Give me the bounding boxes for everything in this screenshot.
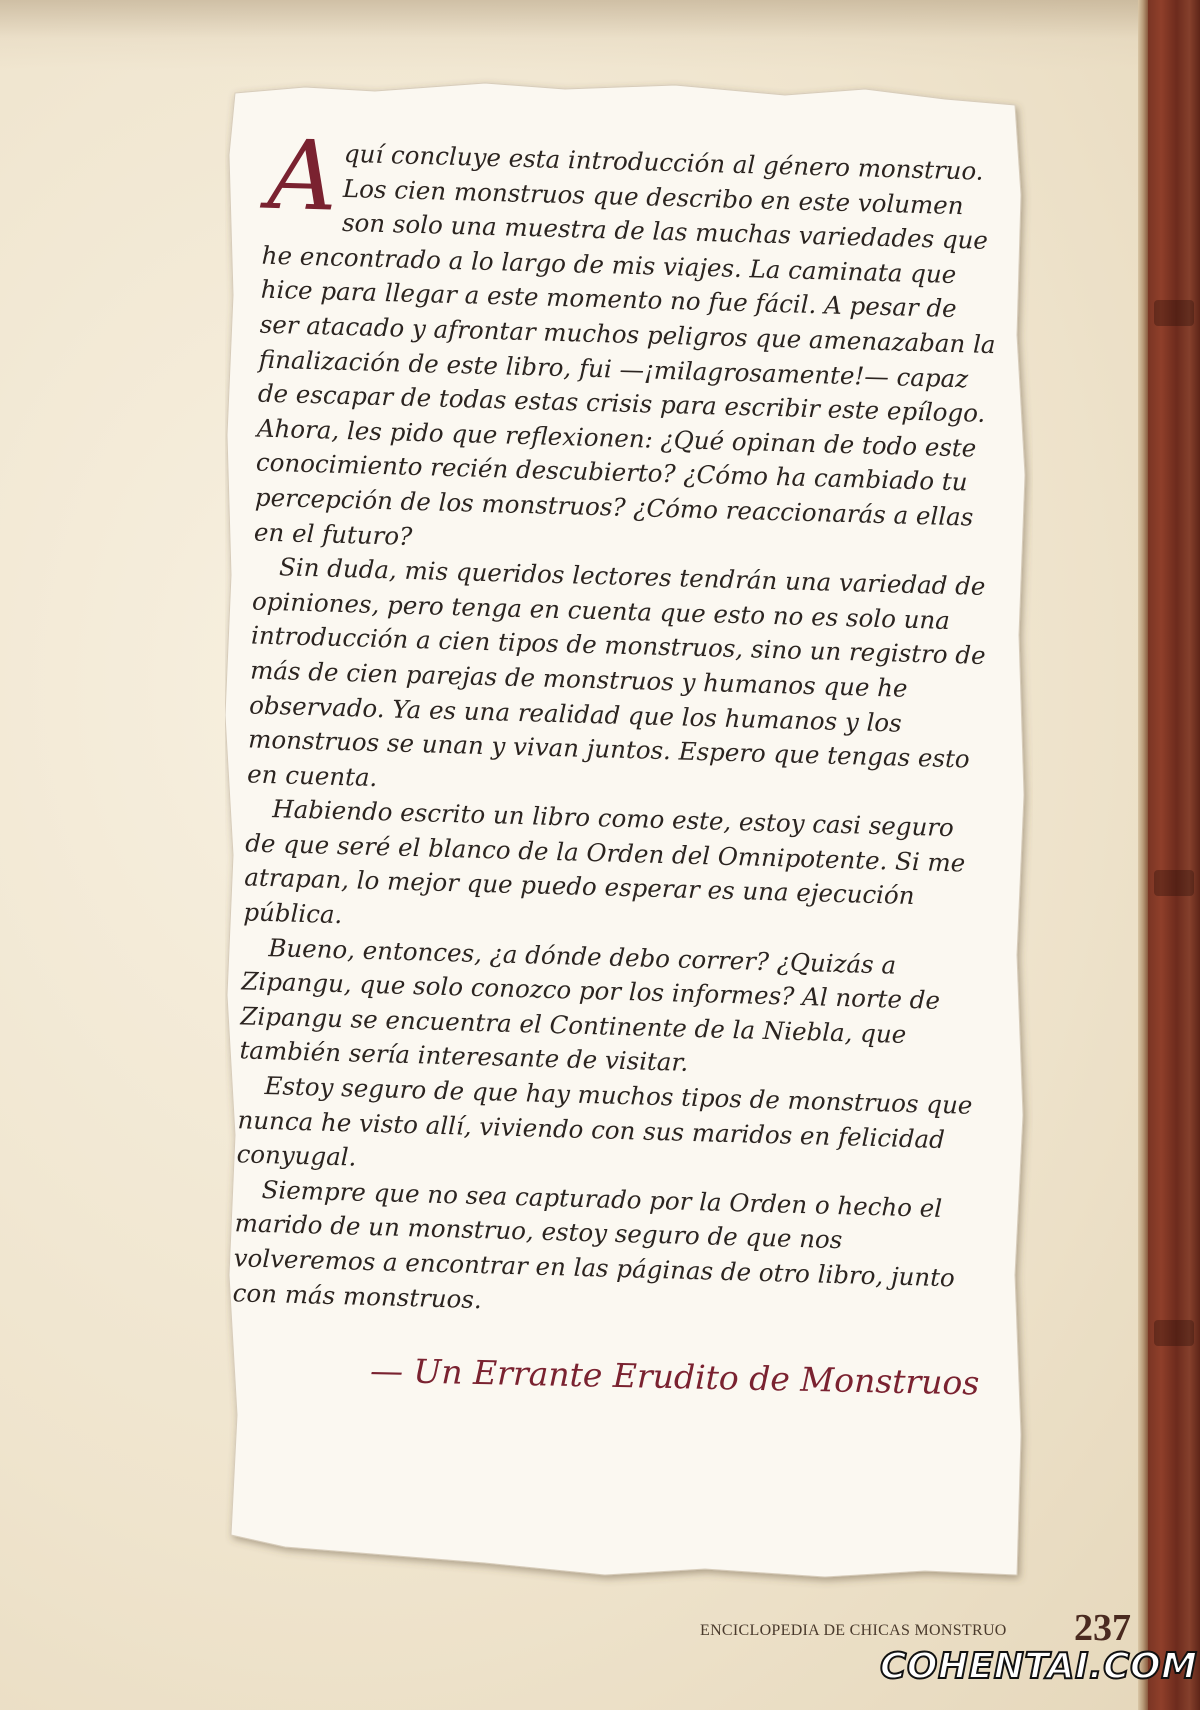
paragraph-2: Sin duda, mis queridos lectores tendrán una variedad de opiniones, pero tenga en cuenta que esto no es solo una introducción a cien tipos de monstruos, sino un registro de más de cien parejas de monstruos y humanos que he observado. Ya es una realidad que los humanos y los monstruos se unan y vivan juntos. Espero que tengas esto en cuenta. xyxy=(246,552,986,792)
signature: — Un Errante Erudito de Monstruos xyxy=(369,1350,980,1403)
paragraph-3: Habiendo escrito un libro como este, estoy casi seguro de que seré el blanco de la Orden del Omnipotente. Si me atrapan, lo mejor que puedo esperar es una ejecución pública. xyxy=(243,794,966,930)
paragraph-6: Siempre que no sea capturado por la Orden o hecho el marido de un monstruo, estoy seguro de que nos volveremos a encontrar en las páginas de otro libro, junto con más monstruos. xyxy=(232,1174,956,1314)
spine-wear-mark xyxy=(1154,300,1194,326)
paragraph-text: quí concluye esta introducción al género monstruo. Los cien monstruos que describo en este volumen son solo una muestra de las muchas variedades que he encontrado a lo largo de mis viajes. La caminata que hice para llegar a este momento no fue fácil. A pesar de ser atacado y afrontar muchos peligros que amenazaban la finalización de este libro, fui —¡milagrosamente!— capaz de escapar de todas estas crisis para escribir este epílogo. Ahora, les pido que reflexionen: ¿Qué opinan de todo este conocimiento recién descubierto? ¿Cómo ha cambiado tu percepción de los monstruos? ¿Cómo reaccionarás a ellas en el futuro? xyxy=(253,138,996,551)
paragraph-4: Bueno, entonces, ¿a dónde debo correr? ¿Quizás a Zipangu, que solo conozco por los informes? Al norte de Zipangu se encuentra el Continente de la Niebla, que también sería interesante de visitar. xyxy=(239,932,941,1078)
watermark: COHENTAI.COM xyxy=(880,1646,1198,1687)
drop-cap: A xyxy=(266,118,339,233)
book-title: ENCICLOPEDIA DE CHICAS MONSTRUO xyxy=(700,1622,1007,1639)
paragraph-5: Estoy seguro de que hay muchos tipos de monstruos que nunca he visto allí, viviendo con sus maridos en felicidad conyugal. xyxy=(236,1071,973,1172)
spine-wear-mark xyxy=(1154,870,1194,896)
spine-wear-mark xyxy=(1154,1320,1194,1346)
book-spine xyxy=(1148,0,1200,1710)
top-stain xyxy=(0,0,1140,70)
letter-body xyxy=(232,118,1005,1331)
page-number: 237 xyxy=(1074,1607,1131,1649)
page-edge xyxy=(1138,0,1148,1710)
paragraph-1 xyxy=(253,118,1005,571)
